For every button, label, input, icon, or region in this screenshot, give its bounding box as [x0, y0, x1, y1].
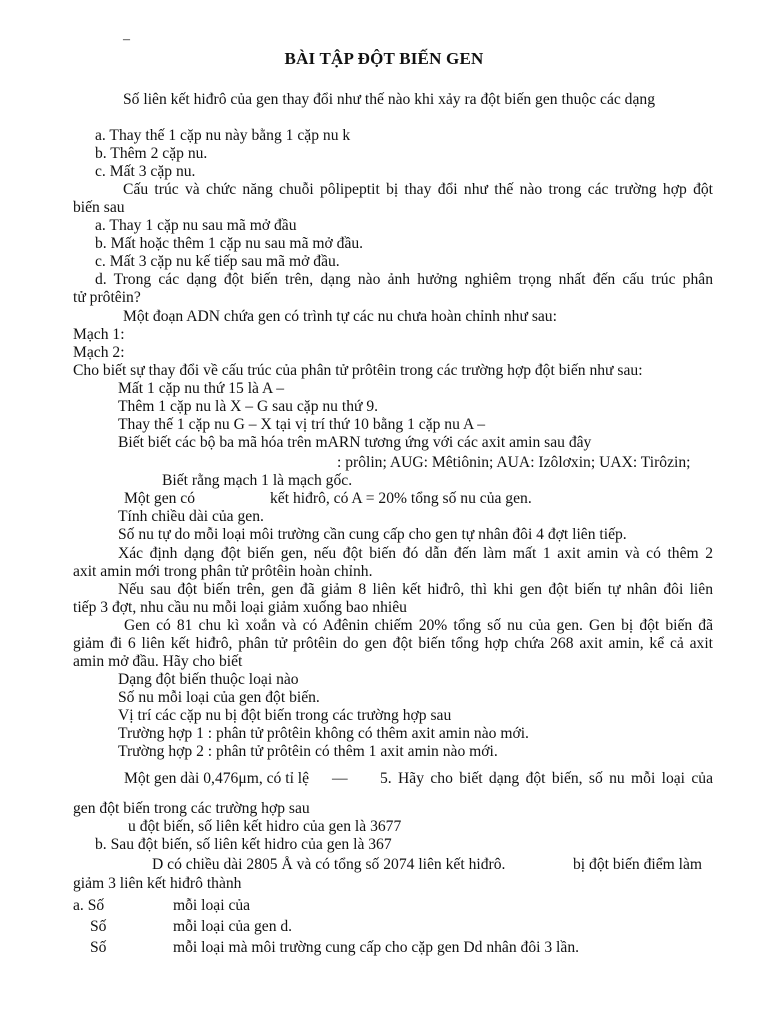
text-line: mỗi loại của gen d.	[173, 918, 293, 935]
text-line: : prôlin; AUG: Mêtiônin; AUA: Izôlơxin; UAX: Tirôzin;	[337, 454, 691, 471]
text-line: a. Số	[73, 897, 105, 914]
page-title: BÀI TẬP ĐỘT BIẾN GEN	[284, 49, 484, 68]
text-line: Xác định dạng đột biến gen, nếu đột biến đó dẫn đến làm mất 1 axit amin và có thêm 2	[118, 545, 713, 562]
text-line: Mạch 2:	[73, 344, 125, 361]
text-line: Số nu tự do mỗi loại môi trường cần cung cấp cho gen tự nhân đôi 4 đợt liên tiếp.	[118, 526, 627, 543]
text-line: mỗi loại của	[173, 897, 251, 914]
text-line: Tính chiều dài của gen.	[118, 508, 264, 525]
text-line: b. Sau đột biến, số liên kết hidro của gen là 367	[95, 836, 392, 853]
text-line: Cấu trúc và chức năng chuỗi pôlipeptit bị thay đổi như thế nào trong các trường hợp đột	[123, 181, 713, 198]
text-line: b. Mất hoặc thêm 1 cặp nu sau mã mở đầu.	[95, 235, 364, 252]
text-line: bị đột biến điểm làm	[573, 856, 703, 873]
text-line: Trường hợp 2 : phân tử prôtêin có thêm 1 axit amin nào mới.	[118, 743, 498, 760]
text-line: d. Trong các dạng đột biến trên, dạng nào ảnh hưởng nghiêm trọng nhất đến cấu trúc phân	[95, 271, 713, 288]
text-line: amin mở đầu. Hãy cho biết	[73, 653, 243, 670]
text-line: tử prôtêin?	[73, 289, 141, 306]
text-line: —	[332, 770, 348, 787]
text-line: c. Mất 3 cặp nu.	[95, 163, 196, 180]
text-line: a. Thay thế 1 cặp nu này bằng 1 cặp nu k	[95, 127, 351, 144]
text-line: tiếp 3 đợt, nhu cầu nu mỗi loại giảm xuống bao nhiêu	[73, 599, 407, 616]
text-line: u đột biến, số liên kết hidro của gen là 3677	[128, 818, 402, 835]
text-line: giảm 3 liên kết hiđrô thành	[73, 875, 242, 892]
text-line: kết hiđrô, có A = 20% tổng số nu của gen.	[270, 490, 532, 507]
text-line: Nếu sau đột biến trên, gen đã giảm 8 liên kết hiđrô, thì khi gen đột biến tự nhân đôi liên	[118, 581, 713, 598]
text-line: Dạng đột biến thuộc loại nào	[118, 671, 299, 688]
text-line: a. Thay 1 cặp nu sau mã mở đầu	[95, 217, 297, 234]
text-line: Cho biết sự thay đổi về cấu trúc của phân tử prôtêin trong các trường hợp đột biến như sau:	[73, 362, 643, 379]
text-line: 5. Hãy cho biết dạng đột biến, số nu mỗi loại của	[380, 770, 713, 787]
text-line: Một gen có	[124, 490, 196, 507]
text-line: Vị trí các cặp nu bị đột biến trong các trường hợp sau	[118, 707, 452, 724]
text-line: Số nu mỗi loại của gen đột biến.	[118, 689, 320, 706]
dash-mark: –	[123, 32, 130, 47]
text-line: c. Mất 3 cặp nu kế tiếp sau mã mở đầu.	[95, 253, 340, 270]
text-line: axit amin mới trong phân tử prôtêin hoàn chỉnh.	[73, 563, 373, 580]
text-line: b. Thêm 2 cặp nu.	[95, 145, 208, 162]
text-line: Thay thế 1 cặp nu G – X tại vị trí thứ 10 bằng 1 cặp nu A –	[118, 416, 486, 433]
text-line: Một gen dài 0,476μm, có tỉ lệ	[124, 770, 310, 787]
text-line: Số liên kết hiđrô của gen thay đổi như thế nào khi xảy ra đột biến gen thuộc các dạng	[123, 91, 655, 108]
text-line: Biết rằng mạch 1 là mạch gốc.	[162, 472, 353, 489]
text-line: Số	[90, 918, 107, 935]
text-line: Thêm 1 cặp nu là X – G sau cặp nu thứ 9.	[118, 398, 379, 415]
text-line: Biết biết các bộ ba mã hóa trên mARN tương ứng với các axit amin sau đây	[118, 434, 592, 451]
text-line: Gen có 81 chu kì xoắn và có Ađênin chiếm 20% tổng số nu của gen. Gen bị đột biến đã	[124, 617, 713, 634]
text-line: Mạch 1:	[73, 326, 125, 343]
text-line: gen đột biến trong các trường hợp sau	[73, 800, 310, 817]
text-line: Mất 1 cặp nu thứ 15 là A –	[118, 380, 285, 397]
text-line: biến sau	[73, 199, 125, 216]
text-line: D có chiều dài 2805 Å và có tổng số 2074 liên kết hiđrô.	[152, 856, 506, 873]
text-line: giảm đi 6 liên kết hiđrô, phân tử prôtêin do gen đột biến tổng hợp chứa 268 axit amin, kể cả axit	[73, 635, 713, 652]
text-line: Số	[90, 939, 107, 956]
text-line: Một đoạn ADN chứa gen có trình tự các nu chưa hoàn chỉnh như sau:	[123, 308, 557, 325]
text-line: Trường hợp 1 : phân tử prôtêin không có thêm axit amin nào mới.	[118, 725, 529, 742]
text-line: mỗi loại mà môi trường cung cấp cho cặp gen Dd nhân đôi 3 lần.	[173, 939, 580, 956]
